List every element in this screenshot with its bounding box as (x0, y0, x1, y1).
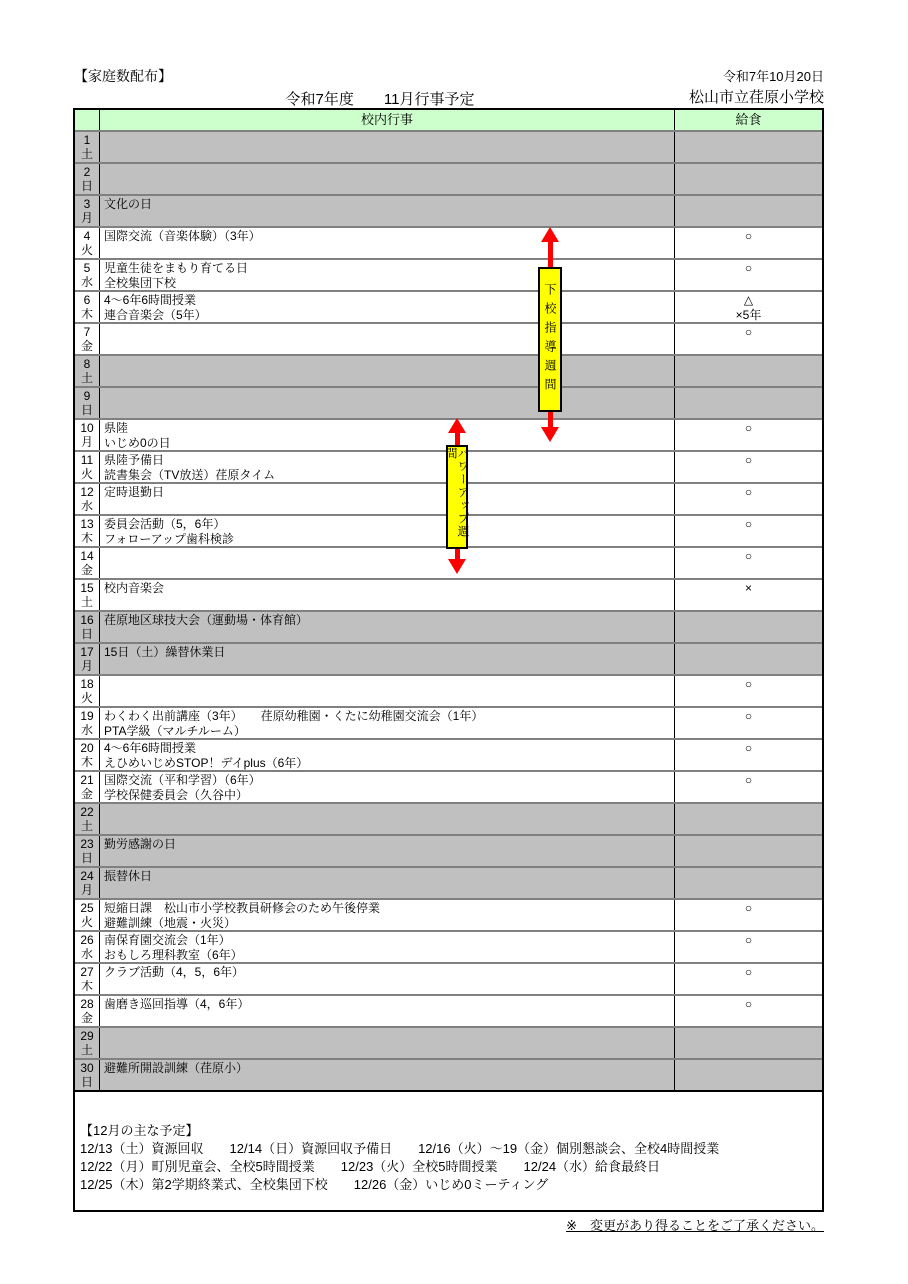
weekday-label: 日 (80, 851, 93, 865)
lunch-cell: ○ (744, 421, 753, 435)
events-cell: 委員会活動（5，6年） フォローアップ歯科検診 (100, 516, 675, 546)
weekday-label: 水 (80, 499, 93, 513)
day-number: 21 (80, 773, 94, 787)
weekday-label: 土 (80, 1043, 93, 1057)
lunch-cell (675, 612, 822, 642)
weekday-label: 月 (80, 435, 93, 449)
table-row (75, 578, 822, 610)
table-row (75, 290, 822, 322)
day-number: 18 (80, 677, 94, 691)
events-cell (100, 164, 675, 194)
day-cell (75, 132, 100, 162)
day-number: 11 (80, 453, 94, 467)
arrow-up-icon (541, 227, 559, 242)
weekday-label: 土 (80, 819, 93, 833)
day-cell (75, 164, 100, 194)
day-cell (75, 1060, 100, 1090)
day-cell (75, 900, 100, 930)
events-cell: 国際交流（平和学習）（6年） 学校保健委員会（久谷中） (100, 772, 675, 802)
day-cell (75, 964, 100, 994)
events-cell (100, 1028, 675, 1058)
document-date: 令和7年10月20日 (722, 69, 824, 84)
lunch-cell (675, 1060, 822, 1090)
banner-label: パワーアップ週間 (446, 445, 468, 549)
weekday-label: 火 (80, 467, 93, 481)
lunch-cell (675, 1028, 822, 1058)
weekday-label: 木 (80, 307, 93, 321)
day-cell (75, 772, 100, 802)
day-number: 7 (83, 325, 91, 339)
table-row (75, 1026, 822, 1058)
day-number: 8 (83, 357, 91, 371)
lunch-cell: ○ (744, 709, 753, 723)
events-cell: 校内音楽会 (100, 580, 675, 610)
events-cell (100, 132, 675, 162)
events-column-header: 校内行事 (100, 110, 675, 130)
day-number: 17 (80, 645, 94, 659)
day-number: 28 (80, 997, 94, 1011)
events-cell: 定時退勤日 (100, 484, 675, 514)
day-column-header (75, 110, 100, 130)
day-cell (75, 548, 100, 578)
weekday-label: 水 (80, 275, 93, 289)
weekday-label: 金 (80, 787, 93, 801)
weekday-label: 火 (80, 915, 93, 929)
lunch-cell: ○ (744, 325, 753, 339)
december-line: 12/25（木）第2学期終業式、全校集団下校 12/26（金）いじめ0ミーティング (80, 1177, 549, 1192)
schedule-rows (75, 130, 822, 1090)
weekday-label: 火 (80, 243, 93, 257)
day-number: 12 (80, 485, 94, 499)
lunch-cell: × (744, 581, 752, 595)
weekday-label: 木 (80, 755, 93, 769)
table-row (75, 1058, 822, 1090)
events-cell: 文化の日 (100, 196, 675, 226)
events-cell: 南保育園交流会（1年） おもしろ理科教室（6年） (100, 932, 675, 962)
day-cell (75, 420, 100, 450)
events-cell: 15日（土）繰替休業日 (100, 644, 675, 674)
lunch-cell (675, 164, 822, 194)
day-number: 5 (83, 261, 91, 275)
day-number: 16 (80, 613, 94, 627)
table-row (75, 226, 822, 258)
day-cell (75, 868, 100, 898)
lunch-cell (675, 804, 822, 834)
table-row (75, 866, 822, 898)
lunch-cell: ○ (744, 741, 753, 755)
table-row (75, 994, 822, 1026)
dismissal-guidance-week-banner (538, 227, 562, 442)
day-cell (75, 932, 100, 962)
banner-label: 下校指導週間 (538, 267, 562, 412)
day-cell (75, 324, 100, 354)
events-cell: 歯磨き巡回指導（4，6年） (100, 996, 675, 1026)
day-number: 14 (80, 549, 94, 563)
weekday-label: 日 (80, 627, 93, 641)
lunch-cell (675, 356, 822, 386)
lunch-cell: ○ (744, 997, 753, 1011)
table-row (75, 354, 822, 386)
table-row (75, 706, 822, 738)
weekday-label: 火 (80, 691, 93, 705)
december-title: 【12月の主な予定】 (80, 1123, 199, 1138)
day-number: 19 (80, 709, 94, 723)
events-cell (100, 324, 675, 354)
weekday-label: 月 (80, 659, 93, 673)
table-row (75, 930, 822, 962)
day-cell (75, 708, 100, 738)
arrow-stem (548, 242, 553, 267)
day-number: 26 (80, 933, 94, 947)
lunch-cell: ○ (744, 485, 753, 499)
table-row (75, 130, 822, 162)
day-cell (75, 260, 100, 290)
events-cell (100, 548, 675, 578)
table-row (75, 898, 822, 930)
table-row (75, 674, 822, 706)
day-number: 2 (83, 165, 91, 179)
lunch-cell (675, 132, 822, 162)
table-row (75, 610, 822, 642)
table-header-row (75, 110, 822, 130)
day-cell (75, 228, 100, 258)
december-line: 12/13（土）資源回収 12/14（日）資源回収予備日 12/16（火）～19（金）個別懇談会、全校4時間授業 (80, 1141, 720, 1156)
schedule-table (73, 108, 824, 1092)
events-cell: わくわく出前講座（3年） 荏原幼稚園・くたに幼稚園交流会（1年） PTA学級（マルチルーム） (100, 708, 675, 738)
arrow-up-icon (448, 418, 466, 433)
table-row (75, 322, 822, 354)
weekday-label: 金 (80, 563, 93, 577)
day-number: 4 (83, 229, 91, 243)
arrow-stem (548, 412, 553, 427)
day-number: 13 (80, 517, 94, 531)
lunch-cell (675, 644, 822, 674)
events-cell: 振替休日 (100, 868, 675, 898)
day-number: 27 (80, 965, 94, 979)
events-cell: 県陸 いじめ0の日 (100, 420, 675, 450)
day-number: 9 (83, 389, 91, 403)
power-up-week-banner (446, 418, 468, 574)
weekday-label: 土 (80, 595, 93, 609)
events-cell (100, 356, 675, 386)
events-cell: 勤労感謝の日 (100, 836, 675, 866)
weekday-label: 木 (80, 979, 93, 993)
page-title: 令和7年度 11月行事予定 (285, 91, 475, 108)
day-number: 24 (80, 869, 94, 883)
day-cell (75, 644, 100, 674)
arrow-stem (455, 549, 460, 559)
weekday-label: 金 (80, 1011, 93, 1025)
events-cell: 短縮日課 松山市小学校教員研修会のため午後停業 避難訓練（地震・火災） (100, 900, 675, 930)
day-cell (75, 996, 100, 1026)
day-cell (75, 292, 100, 322)
events-cell: 避難所開設訓練（荏原小） (100, 1060, 675, 1090)
lunch-cell: ○ (744, 517, 753, 531)
table-row (75, 386, 822, 418)
events-cell (100, 804, 675, 834)
distribution-label: 【家庭数配布】 (74, 68, 172, 84)
events-cell (100, 676, 675, 706)
events-cell: 4～6年6時間授業 えひめいじめSTOP！デイplus（6年） (100, 740, 675, 770)
weekday-label: 土 (80, 147, 93, 161)
day-number: 23 (80, 837, 94, 851)
table-row (75, 194, 822, 226)
lunch-cell: ○ (744, 965, 753, 979)
lunch-cell: ○ (744, 901, 753, 915)
events-cell: 児童生徒をまもり育てる日 全校集団下校 (100, 260, 675, 290)
weekday-label: 土 (80, 371, 93, 385)
lunch-column-header: 給食 (735, 112, 762, 127)
table-row (75, 834, 822, 866)
day-cell (75, 804, 100, 834)
day-cell (75, 1028, 100, 1058)
table-row (75, 642, 822, 674)
lunch-cell: ○ (744, 229, 753, 243)
weekday-label: 水 (80, 723, 93, 737)
day-number: 6 (83, 293, 91, 307)
weekday-label: 木 (80, 531, 93, 545)
arrow-down-icon (448, 559, 466, 574)
lunch-cell: △ ×5年 (735, 293, 762, 322)
arrow-stem (455, 433, 460, 445)
day-number: 3 (83, 197, 91, 211)
table-row (75, 962, 822, 994)
school-name: 松山市立荏原小学校 (688, 89, 824, 106)
events-cell: 国際交流（音楽体験）（3年） (100, 228, 675, 258)
weekday-label: 月 (80, 211, 93, 225)
day-number: 29 (80, 1029, 94, 1043)
day-cell (75, 452, 100, 482)
lunch-cell: ○ (744, 773, 753, 787)
day-cell (75, 740, 100, 770)
day-cell (75, 612, 100, 642)
change-notice-footnote: ※ 変更があり得ることをご了承ください。 (566, 1218, 824, 1233)
day-cell (75, 388, 100, 418)
december-schedule-box (73, 1090, 824, 1212)
weekday-label: 日 (80, 403, 93, 417)
day-number: 20 (80, 741, 94, 755)
day-number: 22 (80, 805, 94, 819)
december-line: 12/22（月）町別児童会、全校5時間授業 12/23（火）全校5時間授業 12/24（水）給食最終日 (80, 1159, 661, 1174)
arrow-down-icon (541, 427, 559, 442)
weekday-label: 金 (80, 339, 93, 353)
day-cell (75, 356, 100, 386)
day-number: 25 (80, 901, 94, 915)
table-row (75, 162, 822, 194)
lunch-cell (675, 388, 822, 418)
day-number: 1 (83, 133, 91, 147)
lunch-cell: ○ (744, 261, 753, 275)
lunch-cell: ○ (744, 453, 753, 467)
day-cell (75, 516, 100, 546)
lunch-cell (675, 196, 822, 226)
table-row (75, 770, 822, 802)
lunch-cell: ○ (744, 549, 753, 563)
table-row (75, 738, 822, 770)
lunch-cell: ○ (744, 933, 753, 947)
day-cell (75, 484, 100, 514)
lunch-cell: ○ (744, 677, 753, 691)
table-row (75, 802, 822, 834)
weekday-label: 日 (80, 179, 93, 193)
table-row (75, 258, 822, 290)
events-cell: 4～6年6時間授業 連合音楽会（5年） (100, 292, 675, 322)
day-cell (75, 196, 100, 226)
weekday-label: 日 (80, 1075, 93, 1089)
lunch-cell (675, 836, 822, 866)
day-number: 30 (80, 1061, 94, 1075)
events-cell: クラブ活動（4，5，6年） (100, 964, 675, 994)
events-cell: 荏原地区球技大会（運動場・体育館） (100, 612, 675, 642)
weekday-label: 水 (80, 947, 93, 961)
day-cell (75, 676, 100, 706)
day-number: 10 (80, 421, 94, 435)
weekday-label: 月 (80, 883, 93, 897)
day-cell (75, 836, 100, 866)
day-cell (75, 580, 100, 610)
events-cell: 県陸予備日 読書集会（TV放送）荏原タイム (100, 452, 675, 482)
day-number: 15 (80, 581, 94, 595)
events-cell (100, 388, 675, 418)
lunch-cell (675, 868, 822, 898)
